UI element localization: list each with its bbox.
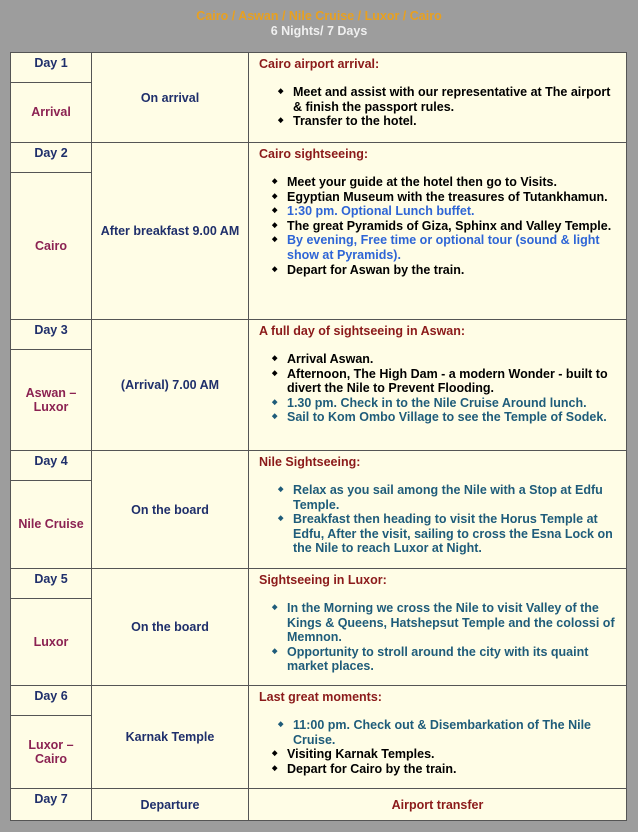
day-label: Day 6 (11, 686, 91, 716)
time-cell: Departure (92, 789, 249, 821)
program-title: A full day of sightseeing in Aswan: (259, 324, 466, 338)
time-cell: After breakfast 9.00 AM (92, 143, 249, 320)
program-title: Last great moments: (259, 690, 382, 704)
activity-item: ◆ 1:30 pm. Optional Lunch buffet. (259, 204, 620, 219)
activity-list (259, 85, 620, 129)
program-title: Nile Sightseeing: (259, 455, 361, 469)
time-cell: On the board (92, 569, 249, 686)
day-cell (11, 451, 92, 569)
program-cell (249, 686, 627, 789)
program-cell (249, 143, 627, 320)
day-row (11, 320, 627, 451)
activity-item: ◆ Depart for Cairo by the train. (259, 762, 620, 777)
day-label: Day 1 (11, 53, 91, 83)
day-label: Day 7 (34, 792, 68, 806)
place-label: Luxor (33, 634, 69, 649)
itinerary-title: Cairo / Aswan / Nile Cruise / Luxor / Cairo (196, 9, 442, 23)
time-cell: On arrival (92, 53, 249, 143)
program-title: Airport transfer (249, 789, 627, 821)
activity-item: ◆ Relax as you sail among the Nile with a Stop at Edfu Temple. (259, 483, 620, 512)
time-cell: On the board (92, 451, 249, 569)
activity-item: ◆ Egyptian Museum with the treasures of Tutankhamun. (259, 190, 620, 205)
place-label: Luxor – Cairo (28, 737, 74, 766)
place-label: Cairo (35, 238, 67, 253)
activity-item: ◆ Opportunity to stroll around the city with its quaint market places. (259, 645, 620, 674)
day-cell (11, 320, 92, 451)
day-label: Day 3 (11, 320, 91, 350)
activity-item: ◆ Meet your guide at the hotel then go to Visits. (259, 175, 620, 190)
activity-item: ◆ In the Morning we cross the Nile to visit Valley of the Kings & Queens, Hatshepsut Temple and the colossi of Memnon. (259, 601, 620, 645)
activity-item: ◆ The great Pyramids of Giza, Sphinx and Valley Temple. (259, 219, 620, 234)
activity-item: ◆ Arrival Aswan. (259, 352, 620, 367)
day-row (11, 451, 627, 569)
day-row (11, 143, 627, 320)
time-cell: (Arrival) 7.00 AM (92, 320, 249, 451)
itinerary-duration: 6 Nights/ 7 Days (270, 24, 368, 38)
day-row (11, 53, 627, 143)
program-cell (249, 53, 627, 143)
day-cell (11, 789, 92, 821)
program-title: Sightseeing in Luxor: (259, 573, 387, 587)
activity-item: ◆ 1.30 pm. Check in to the Nile Cruise Around lunch. (259, 396, 620, 411)
day-cell (11, 569, 92, 686)
day-row (11, 789, 627, 821)
activity-list (259, 718, 620, 776)
activity-list (259, 175, 620, 277)
program-cell (249, 320, 627, 451)
day-cell (11, 143, 92, 320)
itinerary-table (10, 52, 627, 821)
place-label: Arrival (31, 105, 71, 119)
activity-item: ◆ 11:00 pm. Check out & Disembarkation of The Nile Cruise. (259, 718, 620, 747)
program-cell (249, 451, 627, 569)
day-label: Day 4 (11, 451, 91, 481)
activity-item: ◆ Visiting Karnak Temples. (259, 747, 620, 762)
day-row (11, 569, 627, 686)
time-cell: Karnak Temple (92, 686, 249, 789)
program-title: Cairo airport arrival: (259, 57, 380, 71)
activity-item: ◆ Afternoon, The High Dam - a modern Wonder - built to divert the Nile to Prevent Flooding. (259, 367, 620, 396)
day-row (11, 686, 627, 789)
place-label: Aswan – Luxor (25, 385, 77, 414)
activity-item: ◆ Breakfast then heading to visit the Horus Temple at Edfu, After the visit, sailing to cross the Esna Lock on the Nile to reach Luxor at Night. (259, 512, 620, 556)
activity-list (259, 483, 620, 556)
program-cell (249, 569, 627, 686)
activity-item: ◆ Depart for Aswan by the train. (259, 263, 620, 278)
day-cell (11, 53, 92, 143)
day-cell (11, 686, 92, 789)
activity-item: ◆ By evening, Free time or optional tour (sound & light show at Pyramids). (259, 233, 620, 262)
place-label: Nile Cruise (18, 517, 84, 531)
activity-list (259, 601, 620, 674)
program-title: Cairo sightseeing: (259, 147, 369, 161)
day-label: Day 5 (11, 569, 91, 599)
activity-item: ◆ Meet and assist with our representative at The airport & finish the passport rules. (259, 85, 620, 114)
day-label: Day 2 (11, 143, 91, 173)
activity-item: ◆ Transfer to the hotel. (259, 114, 620, 129)
activity-list (259, 352, 620, 425)
activity-item: ◆ Sail to Kom Ombo Village to see the Temple of Sodek. (259, 410, 620, 425)
